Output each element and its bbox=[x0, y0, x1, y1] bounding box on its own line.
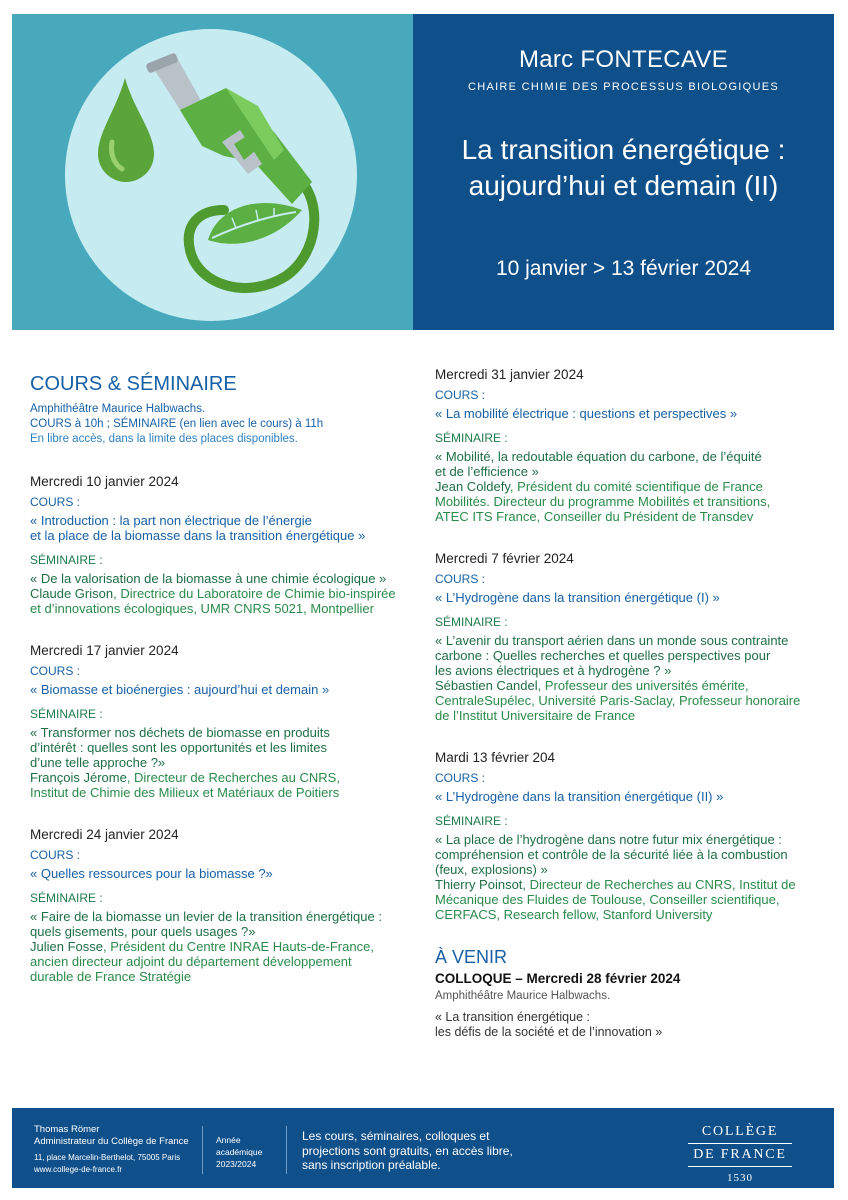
hero-text-panel bbox=[413, 14, 834, 330]
info-line: projections sont gratuits, en accès libre, bbox=[302, 1143, 513, 1158]
speaker-affiliation: de l’Institut Universitaire de France bbox=[435, 708, 636, 723]
session-block bbox=[30, 473, 415, 616]
speaker bbox=[435, 479, 835, 524]
speaker-affiliation: CentraleSupélec, Université Paris-Saclay, Professeur honoraire bbox=[435, 693, 801, 708]
cours-label: COURS : bbox=[30, 848, 81, 862]
cours-title bbox=[435, 789, 835, 804]
logo-rule bbox=[688, 1143, 792, 1144]
title-line: « Faire de la biomasse un levier de la transition énergétique : bbox=[30, 909, 382, 924]
schedule: COURS à 10h ; SÉMINAIRE (en lien avec le cours) à 11h bbox=[30, 418, 324, 430]
speaker-name: Sébastien Candel bbox=[435, 678, 538, 693]
cours-label: COURS : bbox=[30, 664, 81, 678]
cours-label: COURS : bbox=[435, 388, 486, 402]
cours-label: COURS : bbox=[30, 495, 81, 509]
website-link[interactable]: www.college-de-france.fr bbox=[34, 1165, 123, 1174]
speaker-name: Claude Grison bbox=[30, 586, 114, 601]
title-line: les avions électriques et à hydrogène ? » bbox=[435, 663, 672, 678]
seminaire-label: SÉMINAIRE : bbox=[435, 814, 508, 828]
address: 11, place Marcelin-Berthelot, 75005 Paris bbox=[34, 1153, 181, 1162]
seminaire-label: SÉMINAIRE : bbox=[435, 431, 508, 445]
access-info bbox=[302, 1129, 542, 1173]
logo-text: DE FRANCE bbox=[693, 1147, 787, 1162]
cours-title bbox=[435, 406, 835, 421]
year-value: 2023/2024 bbox=[216, 1159, 257, 1169]
session-block bbox=[435, 550, 835, 723]
session-date: Mercredi 24 janvier 2024 bbox=[30, 827, 179, 842]
speaker-name: Thierry Poinsot bbox=[435, 877, 523, 892]
title-line: et de l’efficience » bbox=[435, 464, 539, 479]
speaker-affiliation: Mécanique des Fluides de Toulouse, Conseiller scientifique, bbox=[435, 892, 780, 907]
title-line: « Quelles ressources pour la biomasse ?» bbox=[30, 866, 273, 881]
speaker-name: Julien Fosse bbox=[30, 939, 103, 954]
speaker-affiliation: , Président du comité scientifique de France bbox=[509, 479, 763, 494]
logo-text: COLLÈGE bbox=[701, 1124, 779, 1139]
speaker-affiliation: Mobilités. Directeur du programme Mobilités et transitions, bbox=[435, 494, 771, 509]
session-block bbox=[30, 826, 415, 984]
speaker bbox=[30, 939, 415, 984]
hero-illustration bbox=[12, 14, 413, 330]
speaker-affiliation: , Professeur des universités émérite, bbox=[537, 678, 749, 693]
seminaire-title bbox=[435, 832, 835, 877]
session-date: Mardi 13 février 204 bbox=[435, 750, 556, 765]
title-line: « L’Hydrogène dans la transition énergétique (I) » bbox=[435, 590, 720, 605]
session-date: Mercredi 31 janvier 2024 bbox=[435, 367, 584, 382]
colloquium-topic bbox=[435, 1010, 835, 1040]
fuel-pump-leaf-illustration bbox=[12, 14, 413, 330]
footer bbox=[12, 1108, 834, 1188]
seminaire-label: SÉMINAIRE : bbox=[30, 553, 103, 567]
divider bbox=[286, 1126, 287, 1174]
session-block bbox=[435, 366, 835, 524]
cours-label: COURS : bbox=[435, 771, 486, 785]
cours-title bbox=[435, 590, 835, 605]
section-heading: COURS & SÉMINAIRE bbox=[30, 373, 237, 395]
colloquium-title: COLLOQUE – Mercredi 28 février 2024 bbox=[435, 971, 681, 986]
speaker-affiliation: durable de France Stratégie bbox=[30, 969, 192, 984]
session-date: Mercredi 10 janvier 2024 bbox=[30, 474, 179, 489]
chair-name: CHAIRE CHIMIE DES PROCESSUS BIOLOGIQUES bbox=[467, 81, 780, 93]
title-line: « La transition énergétique : bbox=[435, 1010, 590, 1024]
title-line: « Introduction : la part non électrique de l’énergie bbox=[30, 513, 312, 528]
title-line: d’intérêt : quelles sont les opportunités et les limites bbox=[30, 740, 327, 755]
session-block bbox=[435, 749, 835, 922]
hero-banner bbox=[12, 14, 834, 330]
cours-label: COURS : bbox=[435, 572, 486, 586]
title-line: « L’Hydrogène dans la transition énergétique (II) » bbox=[435, 789, 724, 804]
speaker bbox=[435, 678, 835, 723]
upcoming-heading: À VENIR bbox=[435, 947, 508, 967]
title-line: « Mobilité, la redoutable équation du carbone, de l’équité bbox=[435, 449, 762, 464]
access-note: En libre accès, dans la limite des places disponibles. bbox=[30, 433, 298, 445]
seminaire-title bbox=[435, 633, 835, 678]
administrator-info bbox=[34, 1124, 189, 1176]
colloquium-venue: Amphithéâtre Maurice Halbwachs. bbox=[435, 990, 611, 1002]
seminaire-label: SÉMINAIRE : bbox=[30, 891, 103, 905]
speaker bbox=[30, 586, 415, 616]
speaker-affiliation: , Directrice du Laboratoire de Chimie bio-inspirée bbox=[113, 586, 396, 601]
author-name: Marc FONTECAVE bbox=[518, 46, 729, 73]
title-line: « Transformer nos déchets de biomasse en produits bbox=[30, 725, 330, 740]
cours-title bbox=[30, 866, 415, 881]
title-line: quels gisements, pour quels usages ?» bbox=[30, 924, 256, 939]
title-line: « De la valorisation de la biomasse à une chimie écologique » bbox=[30, 571, 387, 586]
title-line: d’une telle approche ?» bbox=[30, 755, 166, 770]
speaker-affiliation: ATEC ITS France, Conseiller du Président de Transdev bbox=[435, 509, 754, 524]
year-label: académique bbox=[216, 1147, 263, 1157]
seminaire-label: SÉMINAIRE : bbox=[435, 615, 508, 629]
title-line: « La place de l’hydrogène dans notre futur mix énergétique : bbox=[435, 832, 782, 847]
speaker-name: François Jérome bbox=[30, 770, 127, 785]
speaker-affiliation: ancien directeur adjoint du département développement bbox=[30, 954, 352, 969]
title-line: carbone : Quelles recherches et quelles perspectives pour bbox=[435, 648, 771, 663]
title-line: « La mobilité électrique : questions et perspectives » bbox=[435, 406, 738, 421]
session-block bbox=[30, 642, 415, 800]
seminaire-title bbox=[435, 449, 835, 479]
logo-rule bbox=[688, 1166, 792, 1167]
course-title-line: La transition énergétique : bbox=[461, 134, 786, 165]
speaker-affiliation: CERFACS, Research fellow, Stanford University bbox=[435, 907, 713, 922]
session-date: Mercredi 17 janvier 2024 bbox=[30, 643, 179, 658]
speaker bbox=[435, 877, 835, 922]
speaker-affiliation: Institut de Chimie des Milieux et Matériaux de Poitiers bbox=[30, 785, 340, 800]
speaker-name: Jean Coldefy bbox=[435, 479, 510, 494]
title-line: compréhension et contrôle de la sécurité liée à la combustion bbox=[435, 847, 788, 862]
left-column bbox=[30, 372, 415, 984]
cours-title bbox=[30, 682, 415, 697]
seminaire-label: SÉMINAIRE : bbox=[30, 707, 103, 721]
title-line: « Biomasse et bioénergies : aujourd’hui et demain » bbox=[30, 682, 330, 697]
cours-title bbox=[30, 513, 415, 543]
seminaire-title bbox=[30, 725, 415, 770]
title-line: « L’avenir du transport aérien dans un monde sous contrainte bbox=[435, 633, 789, 648]
course-title bbox=[413, 132, 834, 204]
right-column bbox=[435, 366, 835, 1040]
info-line: Les cours, séminaires, colloques et bbox=[302, 1129, 490, 1143]
speaker-affiliation: , Directeur de Recherches au CNRS, bbox=[126, 770, 340, 785]
course-dates: 10 janvier > 13 février 2024 bbox=[495, 257, 752, 280]
title-line: (feux, explosions) » bbox=[435, 862, 548, 877]
seminaire-title bbox=[30, 909, 415, 939]
divider bbox=[202, 1126, 203, 1174]
course-title-line: aujourd’hui et demain (II) bbox=[468, 170, 779, 201]
session-date: Mercredi 7 février 2024 bbox=[435, 551, 574, 566]
admin-role: Administrateur du Collège de France bbox=[34, 1136, 189, 1147]
title-line: les défis de la société et de l’innovation » bbox=[435, 1025, 663, 1039]
college-de-france-logo bbox=[688, 1123, 792, 1187]
academic-year bbox=[216, 1134, 262, 1170]
speaker-affiliation: , Président du Centre INRAE Hauts-de-France, bbox=[102, 939, 374, 954]
year-label: Année bbox=[216, 1135, 241, 1145]
speaker-affiliation: et d’innovations écologiques, UMR CNRS 5021, Montpellier bbox=[30, 601, 374, 616]
admin-name: Thomas Römer bbox=[34, 1124, 100, 1135]
logo-year: 1530 bbox=[727, 1172, 753, 1184]
speaker bbox=[30, 770, 415, 800]
venue: Amphithéâtre Maurice Halbwachs. bbox=[30, 403, 206, 415]
speaker-affiliation: , Directeur de Recherches au CNRS, Institut de bbox=[522, 877, 796, 892]
info-line: sans inscription préalable. bbox=[302, 1158, 441, 1172]
seminaire-title bbox=[30, 571, 415, 586]
title-line: et la place de la biomasse dans la transition énergétique » bbox=[30, 528, 366, 543]
